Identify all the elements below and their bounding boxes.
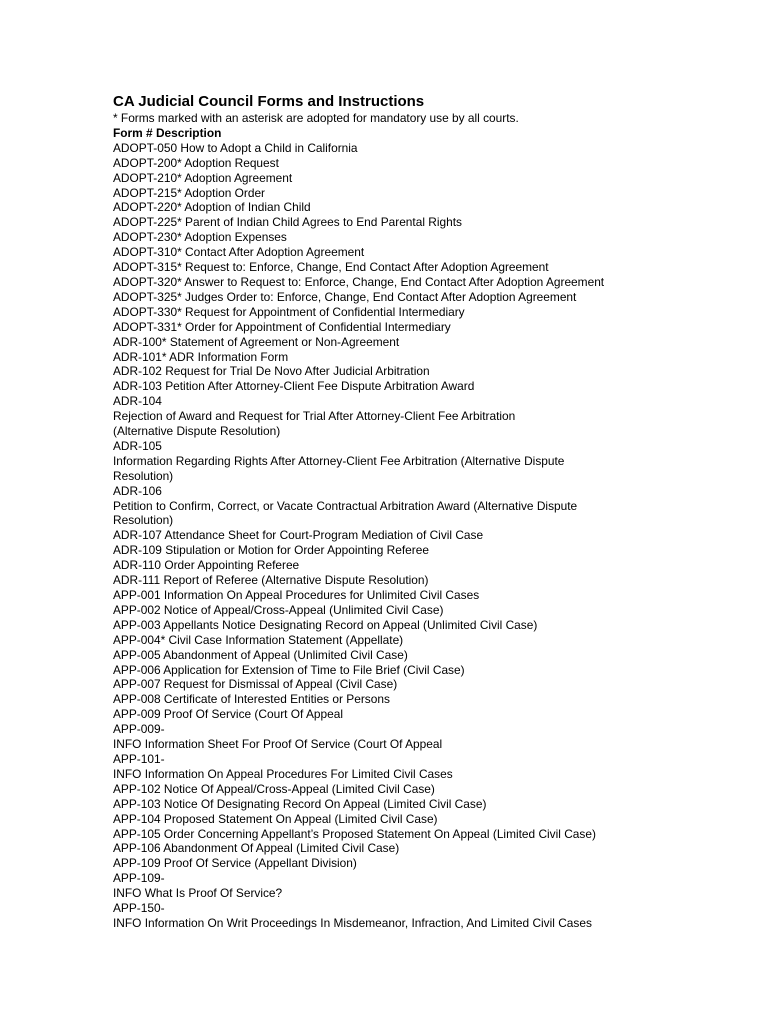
form-list-line: APP-103 Notice Of Designating Record On Appeal (Limited Civil Case) [113, 796, 487, 811]
form-list-line: APP-109- [113, 871, 165, 886]
form-list-line: INFO What Is Proof Of Service? [113, 886, 283, 901]
form-list-line: APP-105 Order Concerning Appellant’s Proposed Statement On Appeal (Limited Civil Case) [113, 826, 596, 841]
form-list-line: ADOPT-225* Parent of Indian Child Agrees to End Parental Rights [113, 215, 462, 230]
form-list-line: ADR-111 Report of Referee (Alternative Dispute Resolution) [113, 573, 429, 588]
form-list-line: ADOPT-220* Adoption of Indian Child [113, 200, 311, 215]
form-list-line: ADOPT-210* Adoption Agreement [113, 170, 293, 185]
form-list-line: ADR-109 Stipulation or Motion for Order Appointing Referee [113, 543, 429, 558]
document-title: CA Judicial Council Forms and Instructions [113, 93, 425, 110]
form-list-line: (Alternative Dispute Resolution) [113, 424, 281, 439]
form-list-line: ADR-100* Statement of Agreement or Non-Agreement [113, 334, 400, 349]
form-list-line: APP-109 Proof Of Service (Appellant Division) [113, 856, 357, 871]
form-list-line: Resolution) [113, 513, 174, 528]
form-list-line: Rejection of Award and Request for Trial After Attorney-Client Fee Arbitration [113, 409, 516, 424]
form-list-line: APP-008 Certificate of Interested Entities or Persons [113, 692, 390, 707]
form-list-line: ADR-101* ADR Information Form [113, 349, 289, 364]
form-list-line: APP-104 Proposed Statement On Appeal (Limited Civil Case) [113, 811, 438, 826]
form-list-line: ADOPT-230* Adoption Expenses [113, 230, 287, 245]
form-list-line: APP-007 Request for Dismissal of Appeal (Civil Case) [113, 677, 398, 692]
form-list-line: ADR-103 Petition After Attorney-Client Fee Dispute Arbitration Award [113, 379, 475, 394]
form-list-line: ADOPT-200* Adoption Request [113, 155, 279, 170]
form-list-line: ADOPT-215* Adoption Order [113, 185, 266, 200]
form-list-line: APP-002 Notice of Appeal/Cross-Appeal (Unlimited Civil Case) [113, 602, 444, 617]
form-list-line: APP-106 Abandonment Of Appeal (Limited Civil Case) [113, 841, 400, 856]
form-list-line: INFO Information Sheet For Proof Of Service (Court Of Appeal [113, 737, 443, 752]
form-list [113, 141, 753, 931]
form-list-line: APP-101- [113, 751, 165, 766]
form-list-line: INFO Information On Writ Proceedings In Misdemeanor, Infraction, And Limited Civil Cases [113, 915, 592, 930]
document-page [113, 93, 753, 931]
form-list-line: ADOPT-331* Order for Appointment of Confidential Intermediary [113, 319, 451, 334]
form-list-line: ADOPT-325* Judges Order to: Enforce, Change, End Contact After Adoption Agreement [113, 289, 577, 304]
form-list-line: Resolution) [113, 468, 174, 483]
form-list-line: ADOPT-320* Answer to Request to: Enforce, Change, End Contact After Adoption Agreement [113, 274, 605, 289]
form-list-line: APP-102 Notice Of Appeal/Cross-Appeal (Limited Civil Case) [113, 781, 435, 796]
form-list-line: APP-001 Information On Appeal Procedures for Unlimited Civil Cases [113, 588, 480, 602]
form-list-line: APP-003 Appellants Notice Designating Record on Appeal (Unlimited Civil Case) [113, 617, 538, 632]
form-list-line: Petition to Confirm, Correct, or Vacate Contractual Arbitration Award (Alternative Dispute [113, 498, 578, 513]
form-list-line: ADR-104 [113, 394, 162, 409]
column-header: Form # Description [113, 125, 222, 140]
form-list-line: ADR-110 Order Appointing Referee [113, 558, 300, 573]
form-list-line: APP-005 Abandonment of Appeal (Unlimited Civil Case) [113, 647, 408, 662]
form-list-line: ADOPT-330* Request for Appointment of Confidential Intermediary [113, 304, 465, 319]
form-list-line: ADOPT-315* Request to: Enforce, Change, End Contact After Adoption Agreement [113, 260, 549, 275]
form-list-line: INFO Information On Appeal Procedures For Limited Civil Cases [113, 766, 453, 781]
form-list-line: ADR-106 [113, 483, 162, 498]
mandatory-note: * Forms marked with an asterisk are adopted for mandatory use by all courts. [113, 111, 519, 125]
form-list-line: ADOPT-050 How to Adopt a Child in California [113, 140, 358, 155]
form-list-line: APP-006 Application for Extension of Time to File Brief (Civil Case) [113, 662, 465, 677]
form-list-line: APP-004* Civil Case Information Statement (Appellate) [113, 632, 404, 647]
form-list-line: APP-009- [113, 722, 165, 737]
form-list-line: ADR-107 Attendance Sheet for Court-Program Mediation of Civil Case [113, 528, 484, 543]
form-list-line: ADR-105 [113, 438, 162, 453]
form-list-line: ADR-102 Request for Trial De Novo After Judicial Arbitration [113, 364, 430, 379]
form-list-line: ADOPT-310* Contact After Adoption Agreement [113, 245, 365, 260]
form-list-line: Information Regarding Rights After Attorney-Client Fee Arbitration (Alternative Dispute [113, 453, 565, 468]
form-list-line: APP-009 Proof Of Service (Court Of Appeal [113, 707, 343, 722]
form-list-line: APP-150- [113, 901, 165, 916]
